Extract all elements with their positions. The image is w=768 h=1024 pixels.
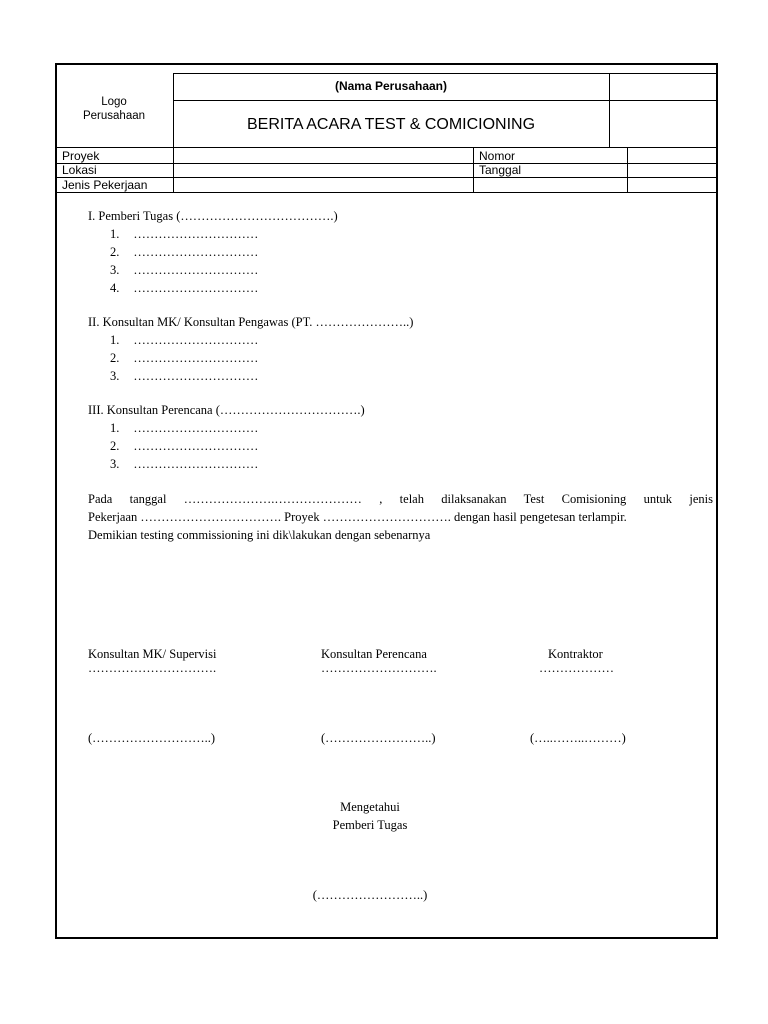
list-item: 3. ………………………… xyxy=(110,263,259,277)
list-item: 2. ………………………… xyxy=(110,351,259,365)
section-konsultan-mk-title: II. Konsultan MK/ Konsultan Pengawas (PT. …………………..) xyxy=(88,315,414,329)
mengetahui-label: Mengetahui xyxy=(340,800,400,814)
company-name: (Nama Perusahaan) xyxy=(334,79,448,93)
list-item: 2. ………………………… xyxy=(110,439,259,453)
list-item: 3. ………………………… xyxy=(110,369,259,383)
company-logo-placeholder xyxy=(55,95,173,123)
pemberi-tugas-label: Pemberi Tugas xyxy=(332,818,408,832)
tanggal-label: Tanggal xyxy=(479,163,522,177)
section-pemberi-tugas-title: I. Pemberi Tugas (……………………………….) xyxy=(88,209,338,223)
nomor-label: Nomor xyxy=(479,149,516,163)
signature-kontraktor-name: (…..……..………) xyxy=(530,731,626,745)
header-divider-right xyxy=(609,73,610,147)
signature-perencana-label: Konsultan Perencana xyxy=(321,647,427,661)
list-item: 3. ………………………… xyxy=(110,457,259,471)
header-bottom-line xyxy=(55,147,718,148)
list-item: 2. ………………………… xyxy=(110,245,259,259)
signature-pemberi-tugas-name: (……………………..) xyxy=(312,888,428,902)
signature-mk-dots: …………………………. xyxy=(88,661,217,675)
signature-kontraktor-dots: ……………… xyxy=(539,661,614,675)
signature-perencana-name: (……………………..) xyxy=(321,731,436,745)
info-col-line-2 xyxy=(473,147,474,192)
signature-mk-label: Konsultan MK/ Supervisi xyxy=(88,647,217,661)
logo-company-label: Perusahaan xyxy=(82,110,146,122)
header-mid-line xyxy=(173,100,718,101)
signature-perencana-dots: ………………………. xyxy=(321,661,437,675)
proyek-label: Proyek xyxy=(62,149,100,163)
statement-line-3: Demikian testing commissioning ini dik\lakukan dengan sebenarnya xyxy=(88,528,431,542)
section-konsultan-perencana-title: III. Konsultan Perencana (…………………………….) xyxy=(88,403,365,417)
info-row-line-1 xyxy=(55,163,718,164)
info-row-line-3 xyxy=(55,192,718,193)
header-top-line xyxy=(173,73,718,74)
logo-label: Logo xyxy=(101,96,127,108)
statement-line-1: Pada tanggal ………………….………………… , telah dilaksanakan Test Comisioning untuk jenis xyxy=(88,492,713,506)
lokasi-label: Lokasi xyxy=(62,163,97,177)
list-item: 1. ………………………… xyxy=(110,333,259,347)
info-col-line-1 xyxy=(173,147,174,192)
statement-line-2: Pekerjaan ……………………………. Proyek …………………………. dengan hasil pengetesan terlampir. xyxy=(88,510,627,524)
info-col-line-3 xyxy=(627,147,628,192)
jenis-pekerjaan-label: Jenis Pekerjaan xyxy=(62,178,148,192)
signature-mk-name: (………………………..) xyxy=(88,731,216,745)
signature-kontraktor-label: Kontraktor xyxy=(548,647,603,661)
info-row-line-2 xyxy=(55,177,718,178)
list-item: 1. ………………………… xyxy=(110,227,259,241)
list-item: 4. ………………………… xyxy=(110,281,259,295)
list-item: 1. ………………………… xyxy=(110,421,259,435)
document-title: BERITA ACARA TEST & COMICIONING xyxy=(246,116,536,133)
